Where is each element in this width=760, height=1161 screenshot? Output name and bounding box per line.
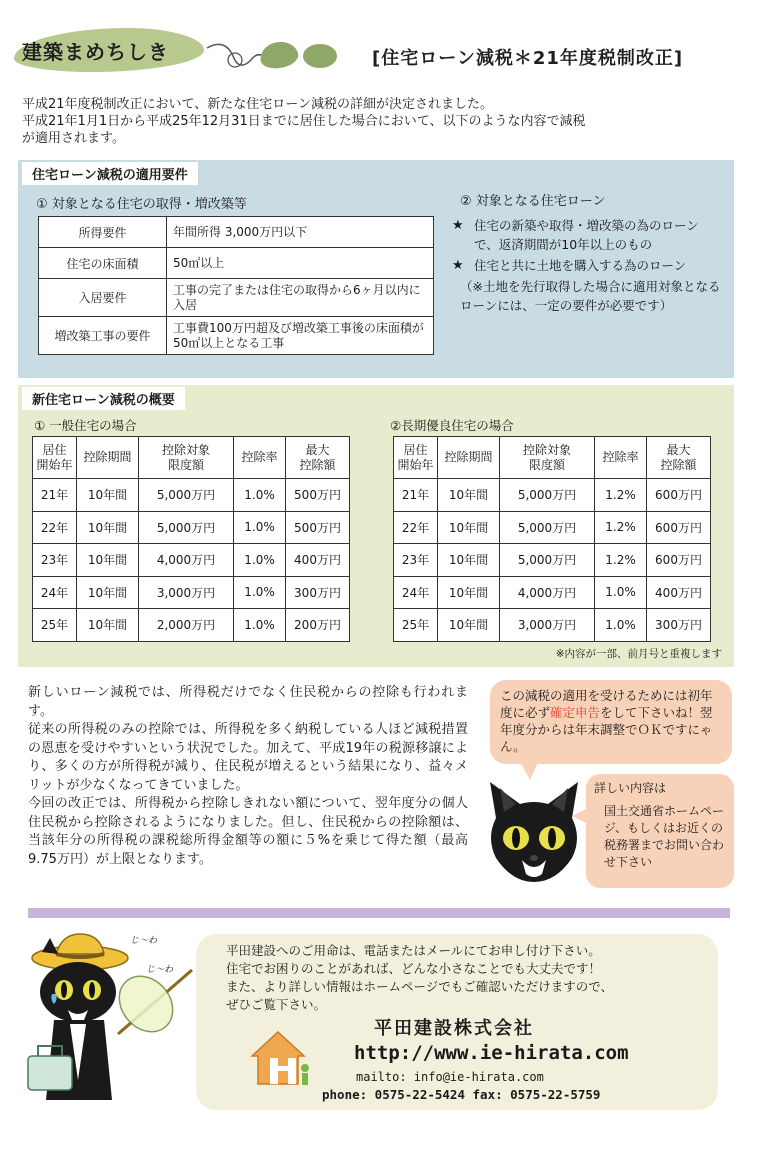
bubble-heading: 詳しい内容は — [594, 781, 667, 795]
premium-housing-table — [393, 436, 711, 642]
table-cell: 4,000万円 — [500, 576, 595, 609]
column-header: 居住 開始年 — [33, 437, 77, 479]
column-header: 控除対象 限度額 — [139, 437, 234, 479]
table-cell: 5,000万円 — [500, 544, 595, 577]
footer-line: 平田建設へのご用命は、電話またはメールにてお申し付け下さい。 — [226, 943, 601, 958]
cat-with-hat-icon — [22, 930, 202, 1110]
table-row — [33, 544, 350, 577]
table-row — [33, 576, 350, 609]
column-header: 最大 控除額 — [286, 437, 350, 479]
table-cell: 2,000万円 — [139, 609, 234, 642]
table-note: ※内容が一部、前月号と重複します — [555, 648, 722, 660]
table-cell: 300万円 — [647, 609, 711, 642]
leaf-icon — [303, 44, 337, 68]
table-cell: 25年 — [394, 609, 438, 642]
house-logo-icon — [248, 1026, 314, 1088]
table-cell: 5,000万円 — [139, 479, 234, 512]
req-key: 住宅の床面積 — [39, 248, 167, 279]
table-cell: 1.2% — [595, 544, 647, 577]
req-key: 増改築工事の要件 — [39, 317, 167, 355]
table-header-row — [394, 437, 711, 479]
table-cell: 1.0% — [234, 479, 286, 512]
table-cell: 21年 — [394, 479, 438, 512]
company-name: 平田建設株式会社 — [374, 1018, 534, 1039]
table-row — [33, 511, 350, 544]
table-cell: 10年間 — [438, 544, 500, 577]
table-row — [33, 609, 350, 642]
website-link[interactable]: http://www.ie-hirata.com — [354, 1042, 629, 1064]
req-value: 50㎡以上 — [167, 248, 434, 279]
req-value: 工事の完了または住宅の取得から6ヶ月以内に入居 — [167, 279, 434, 317]
table-cell: 22年 — [394, 511, 438, 544]
black-cat-icon — [486, 778, 582, 886]
table-cell: 600万円 — [647, 544, 711, 577]
column-header: 控除率 — [595, 437, 647, 479]
table-cell: 4,000万円 — [139, 544, 234, 577]
table-cell: 10年間 — [77, 576, 139, 609]
phone-fax: phone: 0575-22-5424 fax: 0575-22-5759 — [322, 1087, 601, 1102]
column-header: 控除期間 — [438, 437, 500, 479]
table-cell: 1.0% — [595, 609, 647, 642]
table-cell: 400万円 — [647, 576, 711, 609]
req-value: 年間所得 3,000万円以下 — [167, 217, 434, 248]
column-header: 控除期間 — [77, 437, 139, 479]
table-row — [39, 248, 434, 279]
requirements-table — [38, 216, 434, 355]
loan-list — [452, 216, 722, 315]
footer-line: また、より詳しい情報はホームページでもご確認いただけますので、 — [226, 979, 614, 994]
table-cell: 5,000万円 — [500, 511, 595, 544]
table-cell: 10年間 — [77, 544, 139, 577]
footer-message — [226, 942, 706, 1014]
table-cell: 3,000万円 — [500, 609, 595, 642]
body-paragraph: 今回の改正では、所得税から控除しきれない額について、翌年度分の個人住民税から控除されるようになりました。但し、住民税からの控除額は、当該年分の所得税の課税総所得金額等の額に５%を乗じて得た額（最高9.75万円）が上限となります。 — [28, 796, 468, 867]
req-value: 工事費100万円超及び増改築工事後の床面積が50㎡以上となる工事 — [167, 317, 434, 355]
table-row — [39, 279, 434, 317]
footer-line: ぜひご覧下さい。 — [226, 997, 327, 1012]
table-row — [394, 511, 711, 544]
loan-item-text: 住宅と共に土地を購入する為のローン — [474, 258, 687, 273]
table-cell: 1.0% — [234, 576, 286, 609]
table-cell: 24年 — [33, 576, 77, 609]
table-row — [394, 576, 711, 609]
vine-icon — [205, 38, 265, 78]
table-cell: 10年間 — [438, 479, 500, 512]
column-header: 控除対象 限度額 — [500, 437, 595, 479]
table-cell: 500万円 — [286, 511, 350, 544]
body-paragraph: 従来の所得税のみの控除では、所得税を多く納税している人ほど減税措置の恩恵を受けやすいという状況でした。加えて、平成19年の税源移譲により、多くの方が所得税が減り、住民税が増えるという結果になり、益々メリットが少なくなってきていました。 — [28, 722, 468, 793]
table-cell: 1.0% — [234, 511, 286, 544]
table-cell: 1.0% — [234, 544, 286, 577]
req-key: 所得要件 — [39, 217, 167, 248]
footer-line: 住宅でお困りのことがあれば、どんな小さなことでも大丈夫です！ — [226, 961, 602, 976]
table-cell: 5,000万円 — [139, 511, 234, 544]
bubble-text: 国土交通省ホームページ、もしくはお近くの税務署までお問い合わせ下さい — [604, 804, 725, 869]
table-cell: 25年 — [33, 609, 77, 642]
table-cell: 10年間 — [77, 511, 139, 544]
bubble-text: この減税の適用を受けるためには初年度に必ず — [500, 688, 713, 720]
cicada-sound: じ～わ — [130, 936, 158, 946]
column-header: 控除率 — [234, 437, 286, 479]
table-cell: 23年 — [394, 544, 438, 577]
bubble-highlight: 確定申告 — [550, 705, 601, 720]
bubble-text: をして下さいね！翌年度分からは年末調整でＯＫですにゃん。 — [500, 705, 713, 754]
list-item — [452, 256, 722, 275]
table-cell: 10年間 — [77, 479, 139, 512]
star-icon: ★ — [452, 258, 464, 273]
table-cell: 24年 — [394, 576, 438, 609]
housing-requirements-title: ① 対象となる住宅の取得・増改築等 — [36, 197, 247, 212]
table-cell: 1.2% — [595, 511, 647, 544]
section-label: 住宅ローン減税の適用要件 — [22, 162, 198, 185]
table-cell: 10年間 — [77, 609, 139, 642]
column-header: 居住 開始年 — [394, 437, 438, 479]
table-cell: 600万円 — [647, 479, 711, 512]
table-cell: 500万円 — [286, 479, 350, 512]
table-row — [33, 479, 350, 512]
intro-text — [22, 96, 742, 147]
loan-item-text: 住宅の新築や取得・増改築の為のローンで、返済期間が10年以上のもの — [474, 218, 699, 252]
table-row — [39, 217, 434, 248]
section-label: 新住宅ローン減税の概要 — [22, 387, 185, 410]
req-key: 入居要件 — [39, 279, 167, 317]
table-row — [394, 609, 711, 642]
email-link[interactable]: mailto: info@ie-hirata.com — [356, 1070, 544, 1084]
star-icon: ★ — [452, 218, 464, 233]
table-row — [394, 544, 711, 577]
bubble-tail — [518, 758, 540, 780]
list-item — [452, 216, 722, 254]
article-body — [28, 684, 468, 869]
intro-line: 平成21年度税制改正において、新たな住宅ローン減税の詳細が決定されました。 — [22, 97, 494, 112]
table-cell: 3,000万円 — [139, 576, 234, 609]
speech-bubble-details — [586, 774, 734, 888]
table-cell: 1.0% — [234, 609, 286, 642]
table-cell: 10年間 — [438, 609, 500, 642]
table-cell: 1.0% — [595, 576, 647, 609]
table-cell: 200万円 — [286, 609, 350, 642]
table-row — [394, 479, 711, 512]
table-cell: 5,000万円 — [500, 479, 595, 512]
general-housing-title: ① 一般住宅の場合 — [34, 418, 137, 433]
intro-line: 平成21年1月1日から平成25年12月31日までに居住した場合において、以下のような内容で減税 — [22, 114, 586, 129]
general-housing-table — [32, 436, 350, 642]
table-cell: 10年間 — [438, 511, 500, 544]
loan-note: （※土地を先行取得した場合に適用対象となるローンには、一定の要件が必要です） — [460, 279, 721, 313]
column-header: 最大 控除額 — [647, 437, 711, 479]
table-cell: 600万円 — [647, 511, 711, 544]
cicada-sound: じ～わ — [146, 965, 174, 975]
table-cell: 300万円 — [286, 576, 350, 609]
loan-requirements-title: ② 対象となる住宅ローン — [460, 194, 606, 209]
premium-housing-title: ②長期優良住宅の場合 — [390, 418, 514, 433]
speech-bubble-tax-return — [490, 680, 732, 764]
article-title: [住宅ローン減税＊21年度税制改正] — [372, 48, 684, 69]
body-paragraph: 新しいローン減税では、所得税だけでなく住民税からの控除も行われます。 — [28, 685, 468, 719]
section-divider — [28, 908, 730, 918]
table-cell: 21年 — [33, 479, 77, 512]
table-row — [39, 317, 434, 355]
table-cell: 23年 — [33, 544, 77, 577]
intro-line: が適用されます。 — [22, 131, 125, 146]
table-cell: 10年間 — [438, 576, 500, 609]
table-cell: 22年 — [33, 511, 77, 544]
table-cell: 400万円 — [286, 544, 350, 577]
series-title: 建築まめちしき — [22, 40, 169, 64]
table-cell: 1.2% — [595, 479, 647, 512]
table-header-row — [33, 437, 350, 479]
